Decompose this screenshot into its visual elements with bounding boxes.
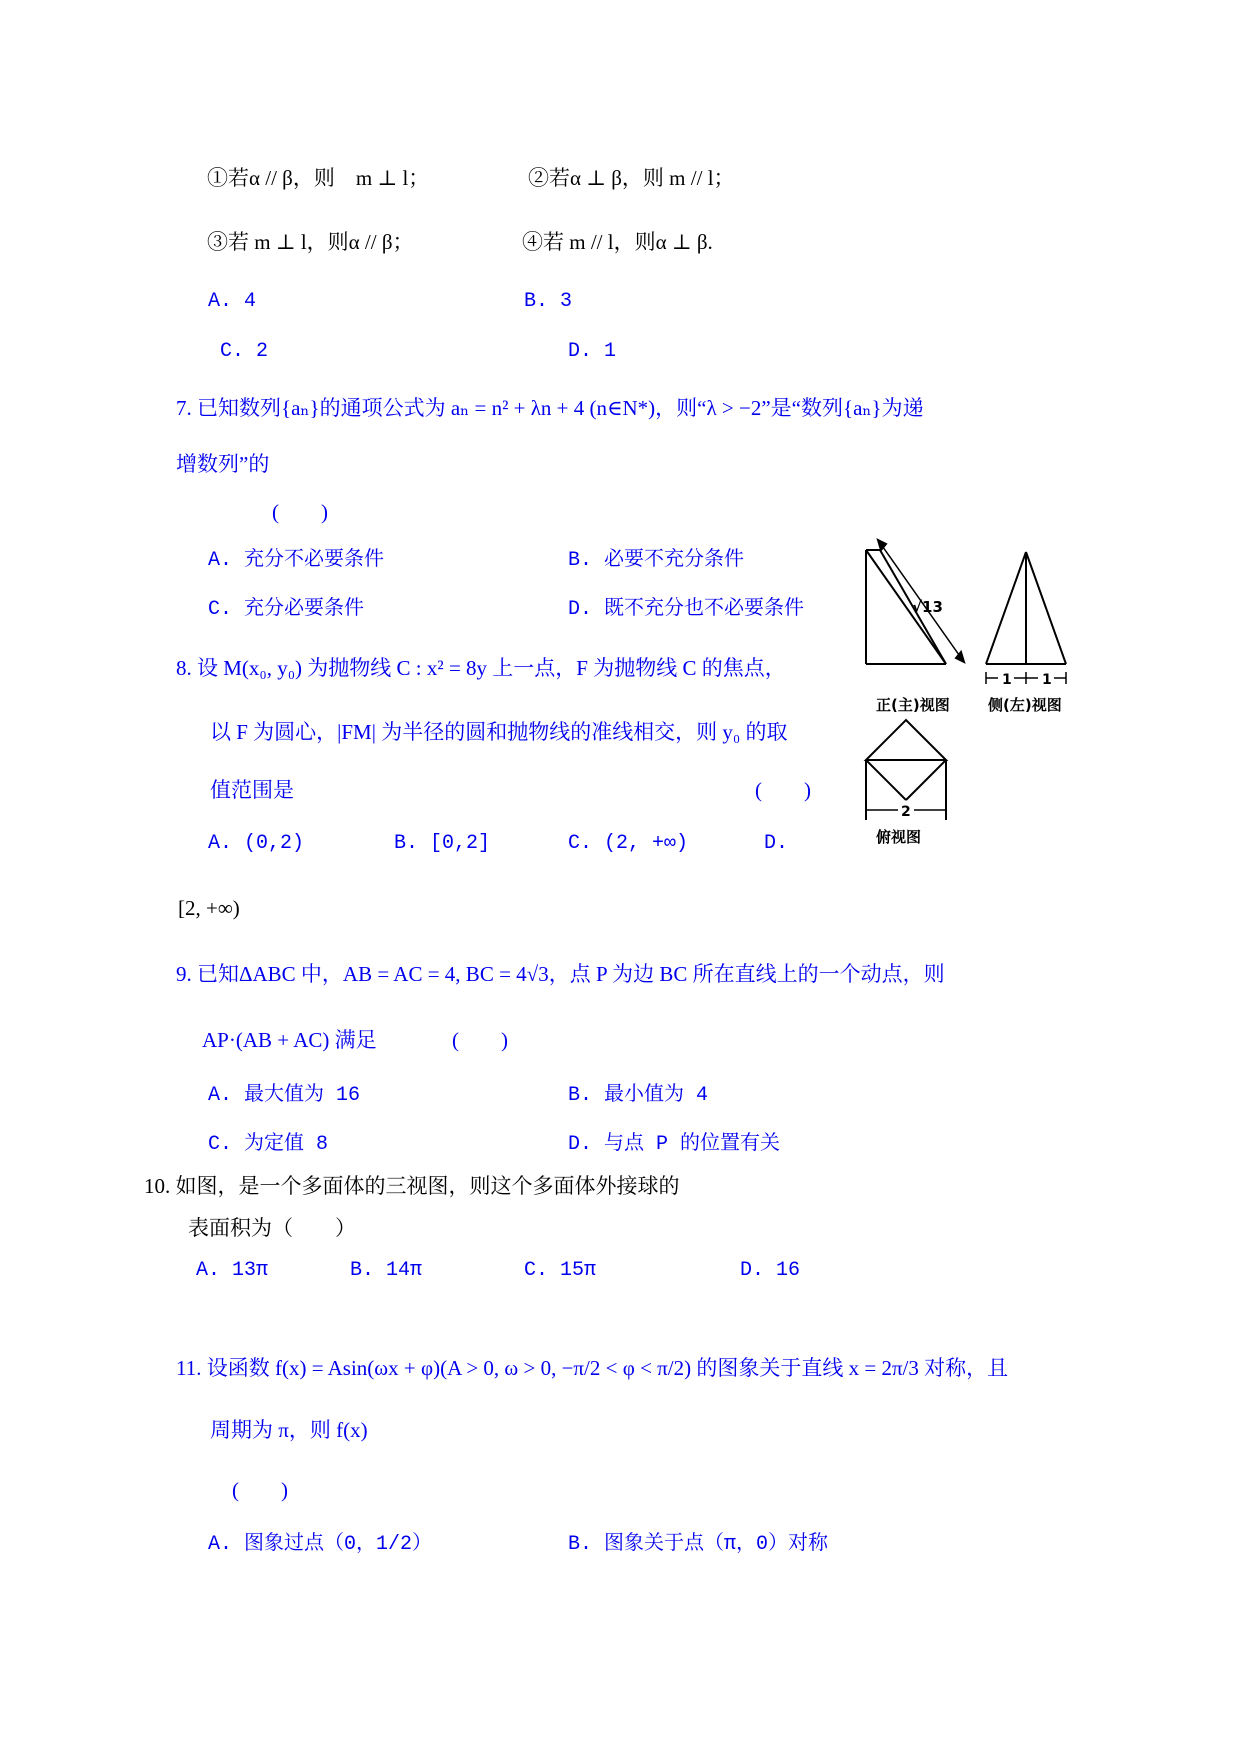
q11-option-a[interactable]: A. 图象过点（0，1/2） [208, 1533, 433, 1556]
q11-stem-line1: 11. 设函数 f(x) = Asin(ωx + φ)(A > 0, ω > 0, −π/2 < φ < π/2) 的图象关于直线 x = 2π/3 对称，且 [176, 1356, 1009, 1380]
q11-stem-line2: 周期为 π，则 f(x) [210, 1418, 368, 1442]
q7-option-b[interactable]: B. 必要不充分条件 [568, 549, 745, 572]
q7-stem-line2: 增数列”的 [176, 452, 270, 476]
q9-option-a[interactable]: A. 最大值为 16 [208, 1084, 361, 1107]
q9-option-b[interactable]: B. 最小值为 4 [568, 1084, 709, 1107]
q10-option-b[interactable]: B. 14π [350, 1259, 423, 1282]
front-view-label: 正(主)视图 [876, 696, 950, 714]
q10-option-d[interactable]: D. 16 [740, 1259, 801, 1282]
q9-stem-line1: 9. 已知ΔABC 中，AB = AC = 4, BC = 4√3，点 P 为边 BC 所在直线上的一个动点，则 [176, 962, 945, 986]
sqrt13-label: √13 [912, 598, 943, 616]
top-width-label: 2 [901, 804, 911, 820]
q8-option-c[interactable]: C. (2, +∞) [568, 832, 689, 855]
q7-option-c[interactable]: C. 充分必要条件 [208, 598, 365, 621]
q6-option-c[interactable]: C. 2 [220, 340, 269, 363]
q8-option-b[interactable]: B. [0,2] [394, 832, 491, 855]
side-view-label: 侧(左)视图 [988, 696, 1062, 714]
q6-statement-2: ②若α ⊥ β，则 m // l； [528, 166, 735, 190]
q7-option-a[interactable]: A. 充分不必要条件 [208, 549, 385, 572]
q8-option-a[interactable]: A. (0,2) [208, 832, 305, 855]
q8-stem-line1: 8. 设 M(x₀, y₀) 为抛物线 C : x² = 8y 上一点，F 为抛物线 C 的焦点， [176, 656, 786, 680]
top-view-label: 俯视图 [876, 828, 922, 846]
q7-answer-blank: ( ) [272, 500, 328, 524]
q11-option-b[interactable]: B. 图象关于点（π，0）对称 [568, 1533, 829, 1556]
q6-statement-3: ③若 m ⊥ l，则α // β； [207, 230, 414, 254]
q8-answer-blank: ( ) [755, 778, 811, 802]
three-view-figure [860, 530, 1100, 850]
q10-stem-line1: 10. 如图，是一个多面体的三视图，则这个多面体外接球的 [144, 1174, 680, 1198]
q6-option-a[interactable]: A. 4 [208, 290, 257, 313]
q9-option-d[interactable]: D. 与点 P 的位置有关 [568, 1133, 781, 1156]
q7-stem-line1: 7. 已知数列{aₙ}的通项公式为 aₙ = n² + λn + 4 (n∈N*)，则“λ > −2”是“数列{aₙ}为递 [176, 396, 924, 420]
q8-stem-line3: 值范围是 [210, 778, 294, 802]
q11-answer-blank: ( ) [232, 1478, 288, 1502]
q10-option-a[interactable]: A. 13π [196, 1259, 269, 1282]
q9-option-c[interactable]: C. 为定值 8 [208, 1133, 329, 1156]
q6-option-d[interactable]: D. 1 [568, 340, 617, 363]
q9-stem-line2: AP·(AB + AC) 满足 [202, 1028, 377, 1052]
q8-option-d[interactable]: D. [764, 832, 789, 855]
q6-statement-1: ①若α // β，则 m ⊥ l； [207, 166, 430, 190]
side-width-right-label: 1 [1042, 672, 1052, 688]
q6-statement-4: ④若 m // l，则α ⊥ β. [522, 230, 713, 254]
q10-stem-line2: 表面积为（ ） [188, 1216, 356, 1240]
q6-option-b[interactable]: B. 3 [524, 290, 573, 313]
q9-answer-blank: ( ) [452, 1028, 508, 1052]
q8-stem-line2: 以 F 为圆心，|FM| 为半径的圆和抛物线的准线相交，则 y₀ 的取 [210, 720, 788, 744]
q8-option-d-value: [2, +∞) [178, 896, 240, 920]
q10-option-c[interactable]: C. 15π [524, 1259, 597, 1282]
q7-option-d[interactable]: D. 既不充分也不必要条件 [568, 598, 805, 621]
side-width-left-label: 1 [1002, 672, 1012, 688]
side-view [986, 552, 1066, 684]
